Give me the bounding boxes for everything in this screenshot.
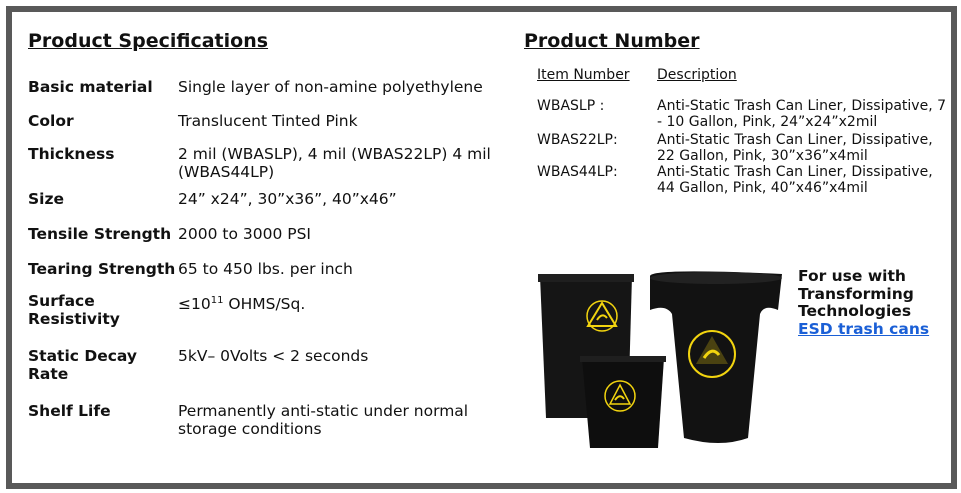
spec-label: Thickness [28, 145, 115, 163]
spec-value: 65 to 450 lbs. per inch [178, 260, 353, 278]
spec-value: 24” x24”, 30”x36”, 40”x46” [178, 190, 397, 208]
resistivity-suffix: OHMS/Sq. [223, 295, 306, 314]
promo-text-block [798, 268, 938, 338]
spec-value: Translucent Tinted Pink [178, 112, 358, 130]
item-description: Anti-Static Trash Can Liner, Dissipative, 44 Gallon, Pink, 40”x46”x4mil [657, 164, 933, 196]
spec-label: Tearing Strength [28, 260, 176, 278]
specs-title: Product Specifications [28, 30, 269, 52]
product-number-title: Product Number [524, 30, 700, 52]
round-trash-can [650, 271, 782, 443]
spec-value: 2 mil (WBASLP), 4 mil (WBAS22LP) 4 mil (WBAS44LP) [178, 145, 491, 181]
spec-label: Static Decay Rate [28, 347, 137, 383]
promo-text: For use with Transforming Technologies [798, 267, 914, 320]
small-trash-can [580, 356, 666, 448]
esd-trash-cans-link[interactable]: ESD trash cans [798, 319, 930, 338]
resistivity-exponent: 11 [210, 295, 224, 306]
spec-value: Permanently anti-static under normal storage conditions [178, 402, 469, 438]
spec-value [178, 292, 498, 313]
column-header-item-number: Item Number [537, 67, 630, 83]
item-number: WBAS44LP: [537, 164, 618, 180]
spec-label: Color [28, 112, 74, 130]
spec-label: Basic material [28, 78, 153, 96]
spec-label: Surface Resistivity [28, 292, 120, 328]
spec-label: Tensile Strength [28, 225, 172, 243]
spec-label: Size [28, 190, 65, 208]
spec-value: 2000 to 3000 PSI [178, 225, 311, 243]
trash-cans-photo [532, 268, 790, 458]
item-number: WBAS22LP: [537, 132, 618, 148]
item-number: WBASLP : [537, 98, 605, 114]
spec-value: Single layer of non-amine polyethylene [178, 78, 483, 96]
spec-value: 5kV– 0Volts < 2 seconds [178, 347, 369, 365]
column-header-description: Description [657, 67, 737, 83]
resistivity-prefix: ≤10 [178, 295, 211, 314]
item-description: Anti-Static Trash Can Liner, Dissipative, 7 - 10 Gallon, Pink, 24”x24”x2mil [657, 98, 947, 130]
spec-label: Shelf Life [28, 402, 111, 420]
item-description: Anti-Static Trash Can Liner, Dissipative, 22 Gallon, Pink, 30”x36”x4mil [657, 132, 933, 164]
